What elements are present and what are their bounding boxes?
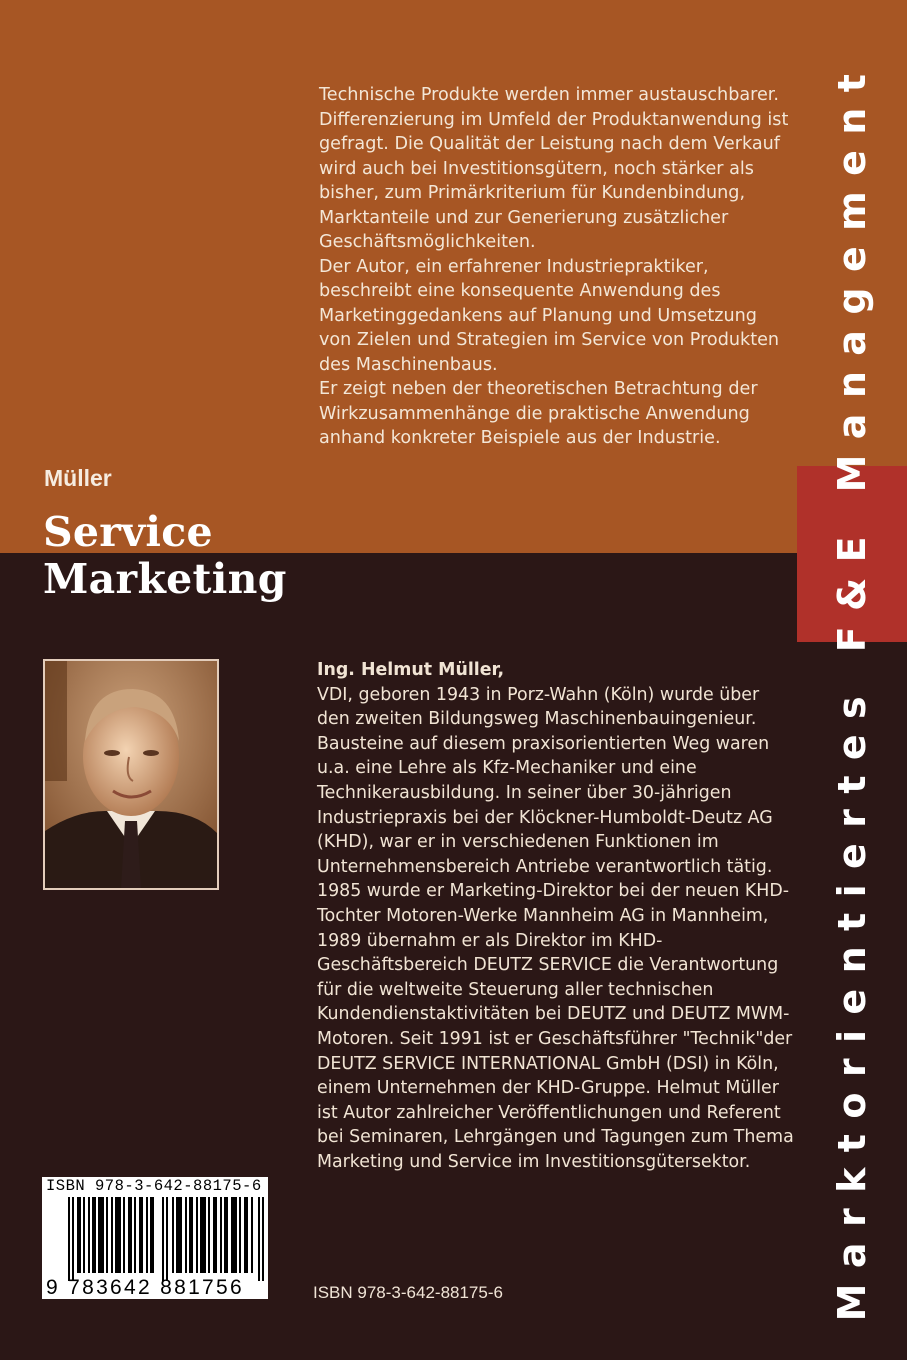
author-portrait-image [45,661,217,888]
barcode-isbn-label: ISBN 978-3-642-88175-6 [46,1177,262,1195]
bio-author-name: Ing. Helmut Müller, [317,660,505,680]
barcode-digits: 9 783642 881756 [46,1276,244,1299]
barcode-bars [68,1197,264,1281]
blurb-paragraph: Technische Produkte werden immer austauschbarer. Differenzierung im Umfeld der Produktanwendung ist gefragt. Die Qualität der Leistung nach dem Verkauf wird auch bei Investitionsgütern, noch stärker als bisher, zum Primärkriterium für Kundenbindung, Marktanteile und zur Generierung zusätzlicher Geschäftsmöglichkeiten. [319,85,789,252]
barcode-block [42,1177,268,1299]
author-biography [317,658,795,1174]
blurb-paragraph: Der Autor, ein erfahrener Industriepraktiker, beschreibt eine konsequente Anwendung des Marketinggedankens auf Planung und Umsetzung von Zielen und Strategien im Service von Produkten des Maschinenbaus. [319,256,780,375]
author-photo [43,659,219,890]
book-blurb [319,83,789,451]
bio-text: VDI, geboren 1943 in Porz-Wahn (Köln) wurde über den zweiten Bildungsweg Maschinenbauingenieur. Bausteine auf diesem praxisorientierten Weg waren u.a. eine Lehre als Kfz-Mechaniker und eine Technikerausbildung. In seiner über 30-jährigen Industriepraxis bei der Klöckner-Humboldt-Deutz AG (KHD), war er in verschiedenen Funktionen im Unternehmensbereich Antriebe verantwortlich tätig. 1985 wurde er Marketing-Direktor bei der neuen KHD-Tochter Motoren-Werke Mannheim AG in Mannheim, 1989 übernahm er als Direktor im KHD-Geschäftsbereich DEUTZ SERVICE die Verantwortung für die weltweite Steuerung aller technischen Kundendienstaktivitäten bei DEUTZ und DEUTZ MWM-Motoren. Seit 1991 ist er Geschäftsführer "Technik"der DEUTZ SERVICE INTERNATIONAL GmbH (DSI) in Köln, einem Unternehmen der KHD-Gruppe. Helmut Müller ist Autor zahlreicher Veröffentlichungen und Referent bei Seminaren, Lehrgängen und Tagungen zum Thema Marketing und Service im Investitionsgütersektor. [317,684,794,1172]
isbn-text: ISBN 978-3-642-88175-6 [313,1283,503,1302]
series-title: Marktorientiertes F&E Management [830,58,874,1322]
book-title-line: Service [43,508,213,556]
author-name: Müller [44,465,112,491]
book-title [43,509,287,603]
book-title-line: Marketing [43,555,287,603]
blurb-paragraph: Er zeigt neben der theoretischen Betrachtung der Wirkzusammenhänge die praktische Anwendung anhand konkreter Beispiele aus der Industrie. [319,379,758,448]
